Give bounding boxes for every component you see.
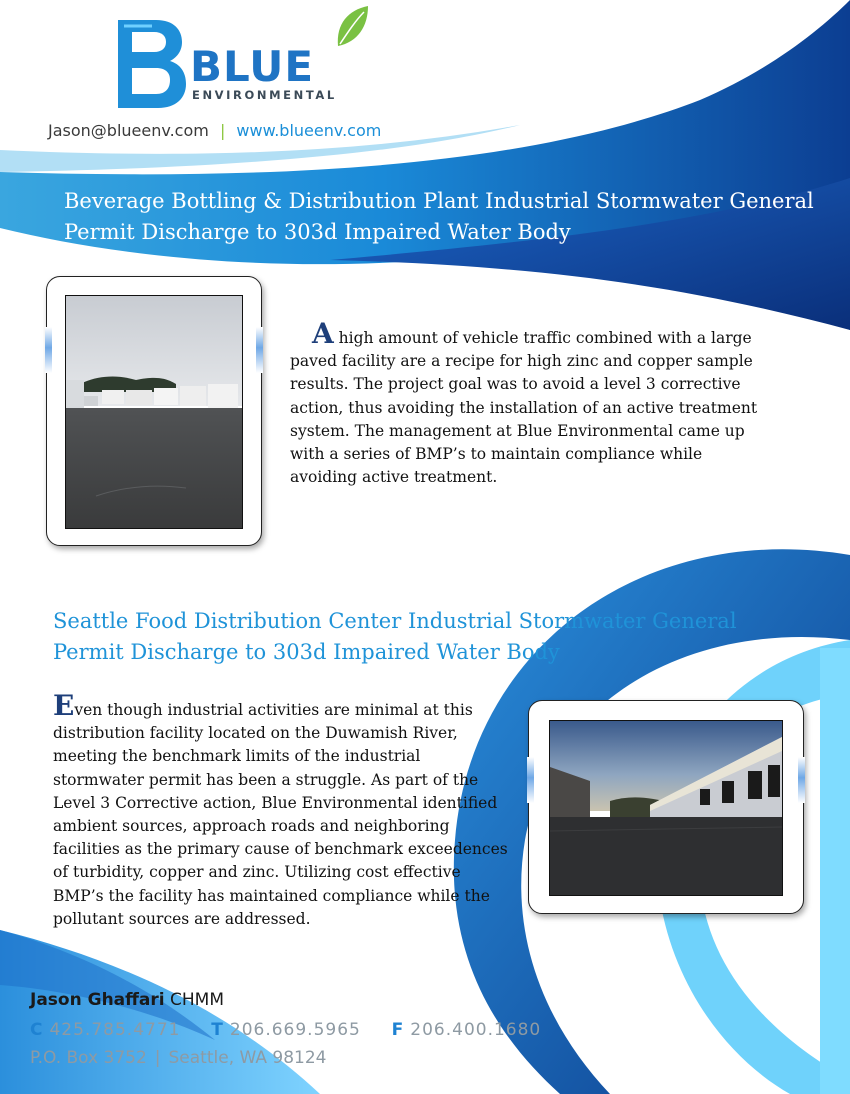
fax-label: F [391,1020,405,1040]
project2-dropcap: E [53,689,75,722]
project2-photo [549,720,783,896]
cell-number[interactable]: 425.785.4771 [49,1020,181,1040]
mailing-address [30,1048,327,1068]
project1-body [290,317,770,489]
phone-numbers [30,1020,541,1040]
logo-subtitle: ENVIRONMENTAL [192,88,337,102]
contact-name [30,990,224,1010]
project1-photo-frame [46,276,262,546]
project1-photo [65,295,243,529]
project1-body-text: high amount of vehicle traffic combined with a large paved facility are a recipe for high zinc and copper sample results. The project goal was to avoid a level 3 corrective action, thus avoiding the installation of an active treatment system. The management at Blue Environmental came up with a series of BMP’s to maintain compliance while avoiding active treatment. [290,329,758,487]
cell-label: C [30,1020,44,1040]
address-separator: | [154,1048,161,1068]
city-state-zip: Seattle, WA 98124 [168,1048,327,1068]
project1-dropcap: A [312,317,334,350]
contact-line [48,121,381,140]
project2-body [53,689,513,931]
logo-wordmark: BLUE [190,42,315,91]
contact-separator: | [219,121,226,140]
project1-title: Beverage Bottling & Distribution Plant Industrial Stormwater General Permit Discharge to 303d Impaired Water Body [64,189,814,244]
company-logo [112,8,372,108]
logo-b-mark-icon [112,16,192,112]
website-link[interactable]: www.blueenv.com [236,121,382,140]
contact-credential: CHMM [170,990,225,1010]
po-box: P.O. Box 3752 [30,1048,147,1068]
project2-title: Seattle Food Distribution Center Industrial Stormwater General Permit Discharge to 303d Impaired Water Body [53,609,737,664]
project2-body-text: ven though industrial activities are minimal at this distribution facility located on the Duwamish River, meeting the benchmark limits of the industrial stormwater permit has been a struggle. As part of the Level 3 Corrective action, Blue Environmental identified ambient sources, approach roads and neighboring facilities as the primary cause of benchmark exceedences of turbidity, copper and zinc. Utilizing cost effective BMP’s the facility has maintained compliance while the pollutant sources are addressed. [53,701,508,928]
email-link[interactable]: Jason@blueenv.com [48,121,209,140]
fax-number: 206.400.1680 [410,1020,542,1040]
contact-person-name: Jason Ghaffari [30,990,165,1010]
telephone-number[interactable]: 206.669.5965 [229,1020,361,1040]
telephone-label: T [211,1020,224,1040]
leaf-icon [334,4,370,50]
project2-photo-frame [528,700,804,914]
